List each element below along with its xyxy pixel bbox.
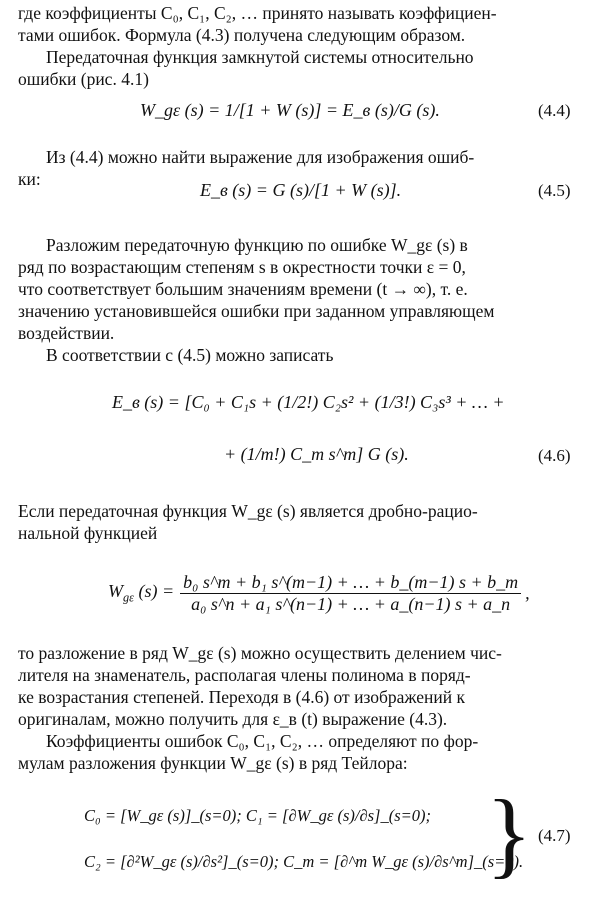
text-line-17: ке возрастания степеней. Переходя в (4.6) от изображений к [18,687,466,707]
text-line-5: Из (4.4) можно найти выражение для изображения ошиб- [46,147,475,167]
text-line-11: воздействии. [18,323,115,343]
equation-rational-transfer-function: $W_{g\varepsilon}$ (s) = $\frac{\text{b₀ s\textasciicircum{}m + b₁ s\textasciicircum{}(m−1) + … + b\_(m−1) s + b\_m}}{\text{a₀ s\textasciicircum{}n + a₁ s\textasciicircum{}(n−1) + … + a\_(n−1) s + a\_n}}$ , [108,572,530,614]
fraction-denominator: a₀ s^n + a₁ s^(n−1) + … + a_(n−1) s + a_n [191,593,511,614]
text-line-8: ряд по возрастающим степеням s в окрестности точки ε = 0, [18,257,466,277]
text-line-3: Передаточная функция замкнутой системы относительно [46,47,474,67]
text-line-14: нальной функцией [18,523,158,543]
equation-4-5: E_в (s) = G (s)/[1 + W (s)]. [200,180,402,200]
equation-4-7-line-2: C₂ = [∂²W_gε (s)/∂s²]_(s=0); C_m = [∂^m W_gε (s)/∂s^m]_(s=0). [84,852,524,871]
text-line-10: значению установившейся ошибки при заданном управляющем [18,301,495,321]
equation-number-4-5: (4.5) [538,181,571,200]
fraction-numerator: b₀ s^m + b₁ s^(m−1) + … + b_(m−1) s + b_m [180,572,521,594]
text-line-7: Разложим передаточную функцию по ошибке W_gε (s) в [46,235,468,255]
text-line-2: тами ошибок. Формула (4.3) получена следующим образом. [18,25,466,45]
equation-4-4: W_gε (s) = 1/[1 + W (s)] = E_в (s)/G (s). [140,100,440,120]
equation-number-4-7: (4.7) [538,826,571,845]
text-line-1: где коэффициенты C₀, C₁, C₂, … принято называть коэффициен- [18,3,497,23]
right-brace: } [486,780,533,887]
text-line-9: что соответствует большим значениям времени (t → ∞), т. е. [18,279,468,299]
text-line-16: лителя на знаменатель, располагая члены полинома в поряд- [18,665,471,685]
text-line-12: В соответствии с (4.5) можно записать [46,345,334,365]
text-line-15: то разложение в ряд W_gε (s) можно осуществить делением чис- [18,643,502,663]
text-line-13: Если передаточная функция W_gε (s) является дробно-рацио- [18,501,478,521]
equation-4-6-line-1: E_в (s) = [C₀ + C₁s + (1/2!) C₂s² + (1/3!) C₃s³ + … + [112,392,505,412]
equation-number-4-4: (4.4) [538,101,571,120]
equation-4-7-line-1: C₀ = [W_gε (s)]_(s=0); C₁ = [∂W_gε (s)/∂s]_(s=0); [84,806,432,825]
rational-fraction [180,572,521,614]
text-line-20: мулам разложения функции W_gε (s) в ряд Тейлора: [18,753,408,773]
text-line-6: ки: [18,169,41,189]
equation-4-6-line-2: + (1/m!) C_m s^m] G (s). [224,444,409,464]
text-line-4: ошибки (рис. 4.1) [18,69,149,89]
text-line-18: оригиналам, можно получить для ε_в (t) выражение (4.3). [18,709,448,729]
equation-number-4-6: (4.6) [538,446,571,465]
text-line-19: Коэффициенты ошибок C₀, C₁, C₂, … определяют по фор- [46,731,479,751]
